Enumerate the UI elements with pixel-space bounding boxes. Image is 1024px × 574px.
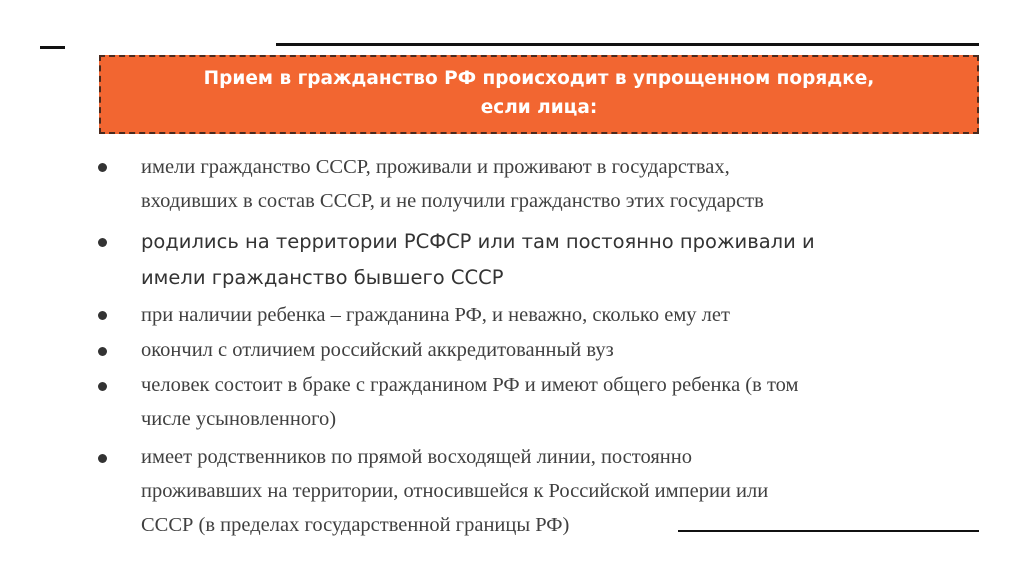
header-title-line-2: если лица: <box>480 96 598 118</box>
bottom-rule <box>678 530 979 532</box>
list-item-text: имели гражданство СССР, проживали и проживают в государствах, входивших в состав СССР, и не получили гражданство этих государств <box>141 156 764 212</box>
bullet-dot-icon <box>98 311 107 320</box>
list-item-text: имеет родственников по прямой восходящей линии, постоянно проживавших на территории, относившейся к Российской империи или СССР (в пределах государственной границы РФ) <box>141 446 769 536</box>
list-item-text: человек состоит в браке с гражданином РФ и имеют общего ребенка (в том числе усыновленного) <box>141 374 799 430</box>
bullet-dot-icon <box>98 238 107 247</box>
list-item-text: при наличии ребенка – гражданина РФ, и неважно, сколько ему лет <box>141 304 730 326</box>
list-item-text: окончил с отличием российский аккредитованный вуз <box>141 339 614 361</box>
bullet-dot-icon <box>98 382 107 391</box>
list-item-text: родились на территории РСФСР или там постоянно проживали и имели гражданство бывшего СССР <box>141 230 815 289</box>
bullet-dot-icon <box>98 347 107 356</box>
bullet-dot-icon <box>98 454 107 463</box>
bullet-dot-icon <box>98 163 107 172</box>
header-title-line-1: Прием в гражданство РФ происходит в упрощенном порядке, <box>203 67 875 89</box>
